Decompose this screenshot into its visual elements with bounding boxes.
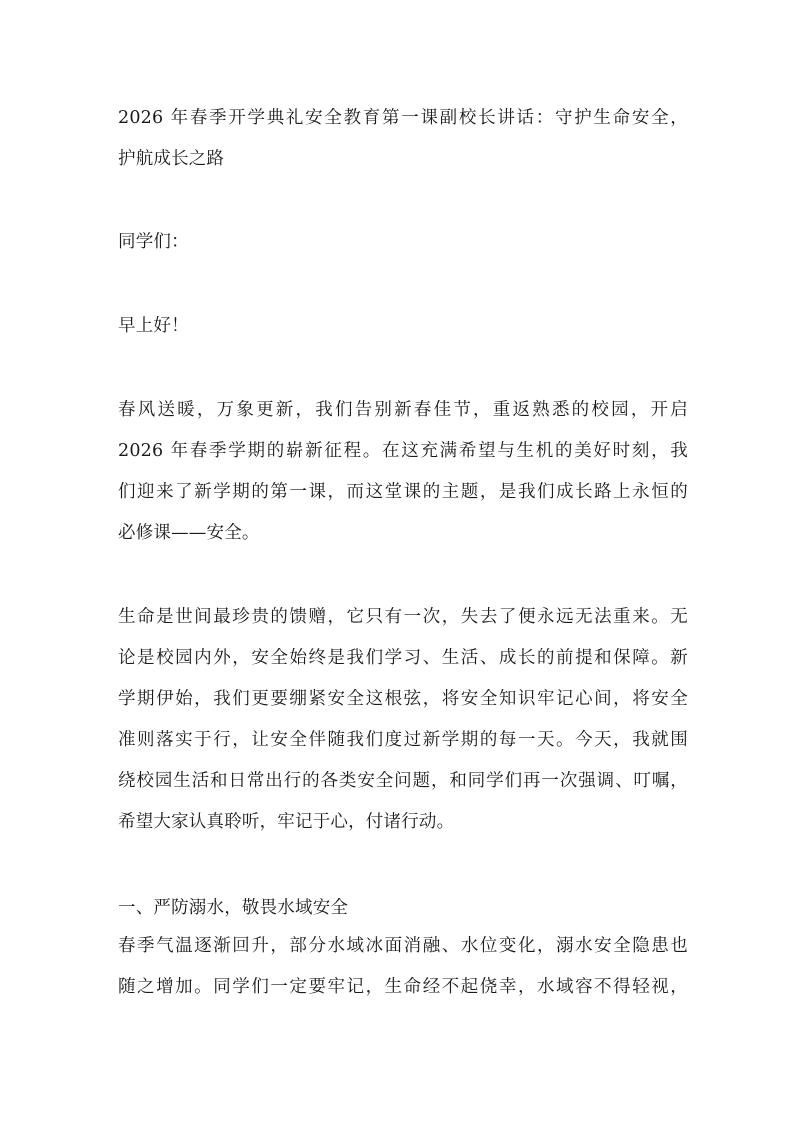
section-1-heading: 一、严防溺水，敬畏水域安全 — [118, 898, 349, 918]
section-1-line-1: 春季气温逐渐回升，部分水域冰面消融、水位变化，溺水安全隐患也 — [118, 936, 688, 956]
paragraph-1-line-1: 春风送暖，万象更新，我们告别新春佳节，重返熟悉的校园，开启 — [118, 400, 688, 420]
document-title-line-1: 2026 年春季开学典礼安全教育第一课副校长讲话：守护生命安全， — [118, 108, 688, 128]
paragraph-1-line-4: 必修课——安全。 — [118, 523, 260, 543]
salutation: 同学们： — [118, 232, 189, 252]
section-1-line-2: 随之增加。同学们一定要牢记，生命经不起侥幸，水域容不得轻视， — [118, 977, 688, 997]
paragraph-1-line-3: 们迎来了新学期的第一课，而这堂课的主题，是我们成长路上永恒的 — [118, 482, 688, 502]
paragraph-2-line-6: 希望大家认真聆听，牢记于心，付诸行动。 — [118, 812, 455, 832]
paragraph-1-line-2: 2026 年春季学期的崭新征程。在这充满希望与生机的美好时刻，我 — [118, 441, 688, 461]
paragraph-2-line-1: 生命是世间最珍贵的馈赠，它只有一次，失去了便永远无法重来。无 — [118, 607, 688, 627]
paragraph-2-line-4: 准则落实于行，让安全伴随我们度过新学期的每一天。今天，我就围 — [118, 730, 688, 750]
paragraph-2-line-5: 绕校园生活和日常出行的各类安全问题，和同学们再一次强调、叮嘱， — [118, 771, 688, 791]
document-title-line-2: 护航成长之路 — [118, 149, 225, 169]
paragraph-2-line-3: 学期伊始，我们更要绷紧安全这根弦，将安全知识牢记心间，将安全 — [118, 689, 688, 709]
greeting: 早上好！ — [118, 316, 189, 336]
paragraph-2-line-2: 论是校园内外，安全始终是我们学习、生活、成长的前提和保障。新 — [118, 648, 688, 668]
